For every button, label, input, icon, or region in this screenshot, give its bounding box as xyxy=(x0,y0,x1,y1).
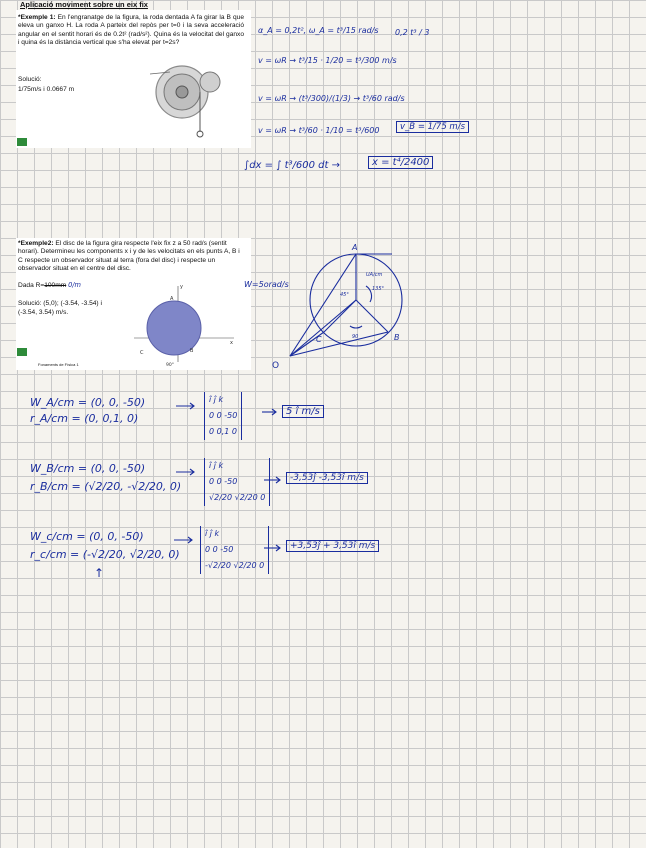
hw2-omega: W=5orad/s xyxy=(244,280,289,289)
footer-text: Fonaments de Física 1 xyxy=(38,362,79,367)
hw2-label-c: C xyxy=(316,335,322,344)
matrix2-row1: î ĵ k xyxy=(209,461,224,470)
matrix1-row1: î ĵ k xyxy=(209,395,224,404)
hw1-line2: v = ωR → t³/15 · 1/20 = t³/300 m/s xyxy=(258,56,397,65)
hw2-label-b: B xyxy=(394,333,400,342)
point-a-label: A xyxy=(170,296,174,302)
matrix3-row1: î ĵ k xyxy=(205,529,220,538)
exercise-1-solution-value: 1/75m/s i 0.0667 m xyxy=(18,86,75,93)
hw2-angle-90: 90 xyxy=(352,334,359,340)
hw2-angle-135: 135° xyxy=(372,286,385,292)
hw3-result-box2: -3,53ĵ -3,53î m/s xyxy=(286,472,368,484)
matrix2-row2: 0 0 -50 xyxy=(209,477,238,486)
matrix3-row3: -√2/20 √2/20 0 xyxy=(205,561,265,570)
matrix3-row2: 0 0 -50 xyxy=(205,545,234,554)
exercise-1-heading: *Exemple 1: xyxy=(18,14,56,21)
dada-struck: 100mm xyxy=(44,282,67,289)
axis-y-label: y xyxy=(180,284,183,290)
hw1-line4: v = ωR → t³/60 · 1/10 = t³/600 xyxy=(258,126,380,135)
hw2-label-a: A xyxy=(352,243,358,252)
dada-handwritten: 0/m xyxy=(68,281,81,289)
dada-prefix: Dada R= xyxy=(18,282,45,289)
hw3-row1-r: r_A/cm = (0, 0,1, 0) xyxy=(30,412,139,425)
point-b-label: B xyxy=(190,348,194,354)
hw3-row1-omega: W_A/cm = (0, 0, -50) xyxy=(30,396,146,409)
hw3-row2-omega: W_B/cm = (0, 0, -50) xyxy=(30,462,146,475)
axis-x-label: x xyxy=(230,340,233,346)
exercise-2-solution-1: Solució: (5,0); (-3.54, -3.54) i xyxy=(18,300,102,307)
exercise-2-solution-2: (-3.54, 3.54) m/s. xyxy=(18,309,69,316)
hw1-distance-box: x = t⁴/2400 xyxy=(368,156,433,169)
hw1-line1: α_A = 0,2t², ω_A = t³/15 rad/s xyxy=(258,26,379,35)
exercise-1-text: En l'engranatge de la figura, la roda dentada A fa girar la B que eleva un ganxo H. La roda A parteix del repòs per t=0 i la seva acceleració angular en el sentit horari és de 0.2t² (rad/s²). Quina és la velocitat del ganxo i quina és la distància vertical que s'ha elevat per t=2s? xyxy=(18,14,244,47)
exercise-2-text: El disc de la figura gira respecte l'eix fix z a 50 rad/s (sentit horari). Determineu les components x i y de les velocitats en els punts A, B i C respecte un observador situat al terra (fora del disc) i respecte un observador situat en el centre del disc. xyxy=(18,240,240,273)
hw1-line1b: 0,2 t³ / 3 xyxy=(395,28,430,37)
hw2-velocity-label: UA/cm xyxy=(366,272,383,278)
hw3-arrow: ↑ xyxy=(94,566,105,580)
hw3-row3-omega: W_c/cm = (0, 0, -50) xyxy=(30,530,144,543)
point-c-label: C xyxy=(140,350,144,356)
hw3-result-box3: +3,53ĵ + 3,53î m/s xyxy=(286,540,379,552)
angle-90-label: 90° xyxy=(166,363,174,368)
matrix1-row3: 0 0,1 0 xyxy=(209,427,237,436)
exercise-1-solution-label: Solució: xyxy=(18,76,42,83)
hw1-line5: ∫dx = ∫ t³/600 dt → xyxy=(244,160,340,171)
hw3-row2-r: r_B/cm = (√2/20, -√2/20, 0) xyxy=(30,480,182,493)
matrix2-row3: √2/20 √2/20 0 xyxy=(209,493,266,502)
page-title: Aplicació moviment sobre un eix fix xyxy=(20,0,148,9)
exercise-2-heading: *Exemple2: xyxy=(18,240,54,247)
hw2-origin: O xyxy=(272,361,280,371)
hw2-angle-45: 45° xyxy=(340,292,349,298)
hw1-velocity-box: v_B = 1/75 m/s xyxy=(396,121,469,133)
hw3-result-box1: 5 î m/s xyxy=(282,405,324,418)
hw3-row3-r: r_c/cm = (-√2/20, √2/20, 0) xyxy=(30,548,180,561)
hw1-line3: v = ωR → (t³/300)/(1/3) → t³/60 rad/s xyxy=(258,94,405,103)
matrix1-row2: 0 0 -50 xyxy=(209,411,238,420)
